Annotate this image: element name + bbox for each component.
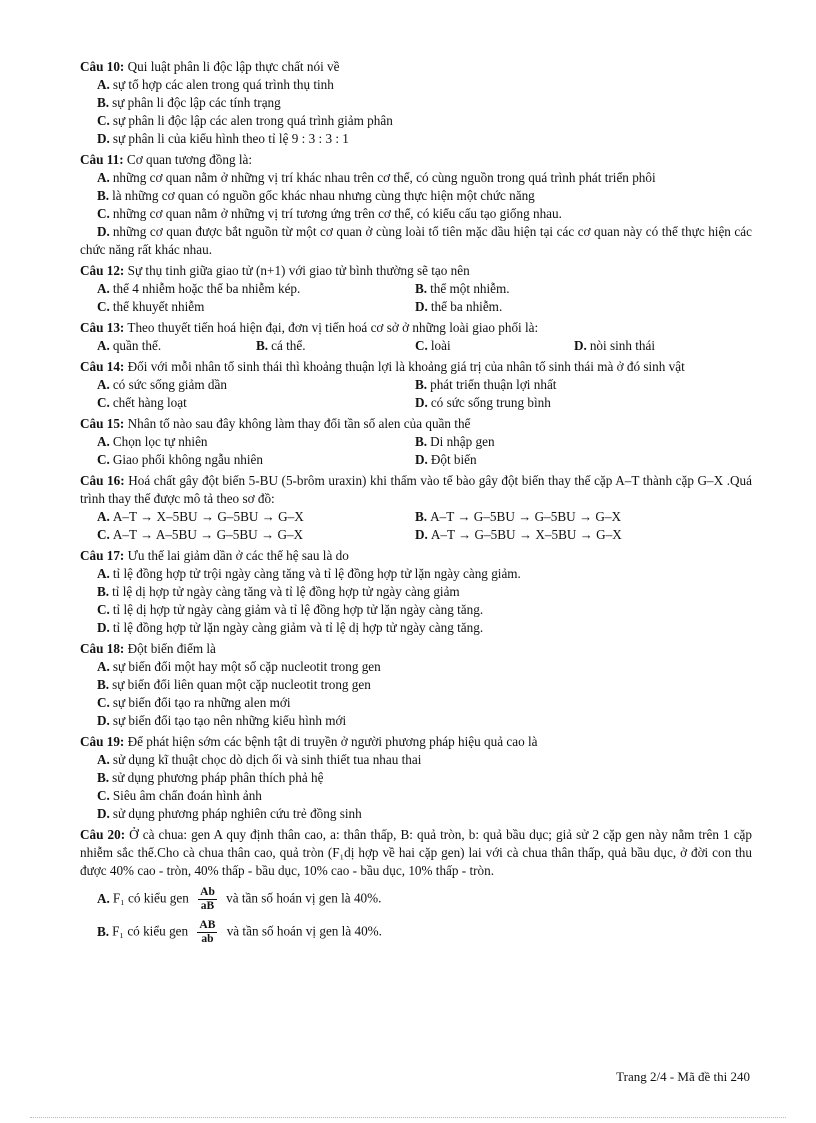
option-d: D. sự biến đổi tạo tạo nên những kiểu hình mới [97, 713, 347, 728]
option-c: C. sự biến đổi tạo ra những alen mới [97, 695, 291, 710]
option-c: C. thể khuyết nhiễm [97, 299, 205, 314]
option-d: D. có sức sống trung bình [415, 395, 551, 410]
question-20 [80, 826, 752, 946]
option-b: B. sự phân li độc lập các tính trạng [97, 95, 281, 110]
option-d: D. sự phân li của kiểu hình theo tỉ lệ 9 : 3 : 3 : 1 [97, 131, 349, 146]
question-number: Câu 13: [80, 320, 125, 335]
option-b: B. sử dụng phương pháp phân thích phả hệ [97, 770, 324, 785]
question-16 [80, 472, 752, 544]
question-14 [80, 358, 752, 412]
page-footer: Trang 2/4 - Mã đề thi 240 [616, 1069, 750, 1084]
option-a: A. tỉ lệ đồng hợp tử trội ngày càng tăng và tỉ lệ đồng hợp tử lặn ngày càng giảm. [97, 566, 521, 581]
option-c: C. sự phân li độc lập các alen trong quá trình giảm phân [97, 113, 393, 128]
option-b: B. cá thể. [256, 338, 306, 353]
question-number: Câu 11: [80, 152, 124, 167]
question-13 [80, 319, 752, 355]
question-10 [80, 58, 752, 148]
option-c: C. Siêu âm chẩn đoán hình ảnh [97, 788, 262, 803]
option-a: A. có sức sống giảm dần [97, 377, 227, 392]
question-12 [80, 262, 752, 316]
question-number: Câu 16: [80, 473, 125, 488]
option-a: A. quần thể. [97, 338, 162, 353]
option-b: B. phát triển thuận lợi nhất [415, 377, 557, 392]
question-19 [80, 733, 752, 823]
question-text: Đối với mỗi nhân tố sinh thái thì khoảng thuận lợi là khoảng giá trị của nhân tố sinh thái mà ở đó sinh vật [127, 359, 685, 374]
question-number: Câu 18: [80, 641, 125, 656]
question-number: Câu 15: [80, 416, 125, 431]
option-b: B. F₁ có kiểu gen $\frac{AB}{ab}$ và tần số hoán vị gen là 40%. [97, 919, 382, 945]
question-text: Ở cà chua: gen A quy định thân cao, a: thân thấp, B: quả tròn, b: quả bầu dục; giả sử 2 cặp gen này nằm trên 1 cặp nhiễm sắc thể.Cho cà chua thân cao, quả tròn (F₁dị hợp về hai cặp gen) lai với cà chua thân thấp, quả bầu dục, ở đời con thu được 40% cao - tròn, 40% thấp - bầu dục, 10% cao - bầu dục, 10% thấp - tròn. [80, 827, 753, 878]
option-c: C. tỉ lệ dị hợp tử ngày càng giảm và tỉ lệ đồng hợp tử lặn ngày càng tăng. [97, 602, 484, 617]
question-text: Đột biến điểm là [127, 641, 216, 656]
question-text: Sự thụ tinh giữa giao tử (n+1) với giao tử bình thường sẽ tạo nên [127, 263, 470, 278]
option-d: D. A–T → G–5BU → X–5BU → G–X [415, 527, 622, 542]
question-number: Câu 12: [80, 263, 125, 278]
option-a: A. thể 4 nhiễm hoặc thể ba nhiễm kép. [97, 281, 301, 296]
question-number: Câu 10: [80, 59, 125, 74]
option-d: D. Đột biến [415, 452, 477, 467]
option-d: D. nòi sinh thái [574, 338, 656, 353]
question-text: Nhân tố nào sau đây không làm thay đổi tần số alen của quần thể [127, 416, 471, 431]
question-17 [80, 547, 752, 637]
exam-page-content [80, 58, 752, 949]
option-d: D. những cơ quan được bắt nguồn từ một cơ quan ở cùng loài tổ tiên mặc dầu hiện tại các cơ quan này có thể thực hiện các chức năng rất khác nhau. [80, 224, 752, 257]
question-number: Câu 17: [80, 548, 125, 563]
question-text: Qui luật phân li độc lập thực chất nói về [127, 59, 340, 74]
option-a: A. F₁ có kiểu gen $\frac{Ab}{aB}$ và tần số hoán vị gen là 40%. [97, 886, 382, 912]
option-b: B. tỉ lệ dị hợp tử ngày càng tăng và tỉ lệ đồng hợp tử ngày càng giảm [97, 584, 460, 599]
option-d: D. tỉ lệ đồng hợp tử lặn ngày càng giảm và tỉ lệ dị hợp tử ngày càng tăng. [97, 620, 484, 635]
option-a: A. A–T → X–5BU → G–5BU → G–X [97, 509, 304, 524]
question-number: Câu 14: [80, 359, 125, 374]
option-c: C. A–T → A–5BU → G–5BU → G–X [97, 527, 304, 542]
option-d: D. sử dụng phương pháp nghiên cứu trẻ đồng sinh [97, 806, 362, 821]
option-a: A. những cơ quan nằm ở những vị trí khác nhau trên cơ thể, có cùng nguồn trong quá trình phát triển phôi [97, 170, 656, 185]
option-d: D. thể ba nhiễm. [415, 299, 503, 314]
option-c: C. chết hàng loạt [97, 395, 187, 410]
question-text: Theo thuyết tiến hoá hiện đại, đơn vị tiến hoá cơ sở ở những loài giao phối là: [127, 320, 539, 335]
option-a: A. sự biến đổi một hay một số cặp nucleotit trong gen [97, 659, 381, 674]
genotype-fraction: $\frac{AB}{ab}$ [199, 919, 216, 945]
option-b: B. sự biến đổi liên quan một cặp nucleotit trong gen [97, 677, 371, 692]
option-a: A. Chọn lọc tự nhiên [97, 434, 208, 449]
question-11 [80, 151, 752, 259]
genotype-fraction: $\frac{Ab}{aB}$ [200, 886, 215, 912]
question-15 [80, 415, 752, 469]
question-text: Hoá chất gây đột biến 5-BU (5-brôm uraxin) khi thấm vào tế bào gây đột biến thay thế cặp A–T thành cặp G–X .Quá trình thay thế được mô tả theo sơ đồ: [80, 473, 753, 506]
option-c: C. loài [415, 338, 451, 353]
question-text: Để phát hiện sớm các bệnh tật di truyền ở người phương pháp hiệu quả cao là [127, 734, 538, 749]
option-b: B. là những cơ quan có nguồn gốc khác nhau nhưng cùng thực hiện một chức năng [97, 188, 535, 203]
option-c: C. những cơ quan nằm ở những vị trí tương ứng trên cơ thể, có kiểu cấu tạo giống nhau. [97, 206, 562, 221]
option-b: B. A–T → G–5BU → G–5BU → G–X [415, 509, 622, 524]
question-text: Ưu thế lai giảm dần ở các thế hệ sau là do [127, 548, 349, 563]
question-number: Câu 20: [80, 827, 126, 842]
option-a: A. sự tổ hợp các alen trong quá trình thụ tinh [97, 77, 334, 92]
question-text: Cơ quan tương đồng là: [126, 152, 253, 167]
question-18 [80, 640, 752, 730]
option-b: B. thể một nhiễm. [415, 281, 510, 296]
option-b: B. Di nhập gen [415, 434, 495, 449]
option-a: A. sử dụng kĩ thuật chọc dò dịch ối và sinh thiết tua nhau thai [97, 752, 422, 767]
option-c: C. Giao phối không ngẫu nhiên [97, 452, 263, 467]
question-number: Câu 19: [80, 734, 125, 749]
bottom-divider [30, 1117, 786, 1118]
